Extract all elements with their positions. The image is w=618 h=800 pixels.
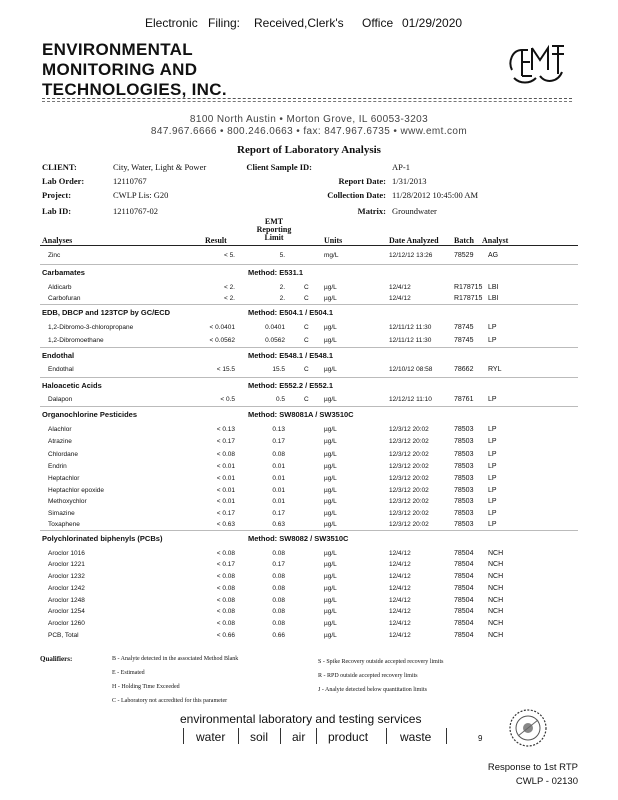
- group-name: Carbamates: [42, 268, 85, 277]
- analyte-name: Aldicarb: [48, 284, 72, 291]
- analyte-analyst: RYL: [488, 366, 502, 373]
- emt-logo-icon: [506, 40, 566, 86]
- analyte-units: µg/L: [324, 487, 337, 494]
- group-divider: [40, 406, 578, 407]
- table-row: [0, 510, 618, 521]
- analyte-group-header: [0, 534, 618, 546]
- col-analyses: Analyses: [42, 236, 73, 245]
- analyte-date: 12/4/12: [389, 620, 411, 627]
- table-row: [0, 597, 618, 608]
- analyte-date: 12/11/12 11:30: [389, 337, 432, 344]
- analyte-analyst: LBI: [488, 295, 499, 302]
- analyte-date: 12/3/12 20:02: [389, 438, 429, 445]
- analyte-units: µg/L: [324, 597, 337, 604]
- group-divider: [40, 304, 578, 305]
- table-row: [0, 632, 618, 643]
- analyte-batch: 78503: [454, 426, 474, 433]
- analyte-limit: 0.08: [272, 608, 285, 615]
- service-divider: [446, 728, 447, 744]
- analyte-name: Methoxychlor: [48, 498, 87, 505]
- analyte-analyst: NCH: [488, 620, 504, 627]
- analyte-result: < 0.08: [216, 620, 235, 627]
- report-title: Report of Laboratory Analysis: [237, 144, 381, 156]
- analyte-analyst: NCH: [488, 585, 504, 592]
- analyte-date: 12/3/12 20:02: [389, 498, 429, 505]
- analyte-batch: 78504: [454, 620, 474, 627]
- analyte-limit: 0.01: [272, 487, 285, 494]
- analyte-units: µg/L: [324, 510, 337, 517]
- lab-order-label: Lab Order:: [42, 176, 85, 186]
- analyte-batch: 78504: [454, 561, 474, 568]
- service-divider: [386, 728, 387, 744]
- company-address: 8100 North Austin • Morton Grove, IL 60053-3203: [189, 114, 429, 125]
- group-method: Method: E552.2 / E552.1: [248, 381, 334, 390]
- analyte-limit: 0.17: [272, 510, 285, 517]
- analyte-analyst: LP: [488, 510, 497, 517]
- lab-id-value: 12110767-02: [113, 206, 159, 216]
- table-row: [0, 324, 618, 335]
- project-label: Project:: [42, 190, 72, 200]
- analyte-batch: 78504: [454, 585, 474, 592]
- service-divider: [183, 728, 184, 744]
- group-name: Haloacetic Acids: [42, 381, 102, 390]
- sample-id-value: AP-1: [392, 162, 410, 172]
- analyte-name: Aroclor 1260: [48, 620, 85, 627]
- analyte-result: < 0.08: [216, 608, 235, 615]
- filing-date: 01/29/2020: [402, 16, 463, 30]
- filing-prefix: Electronic: [145, 16, 198, 30]
- matrix-label: Matrix:: [357, 206, 386, 216]
- lab-order-value: 12110767: [113, 176, 147, 186]
- analyte-units: µg/L: [324, 366, 337, 373]
- analyte-date: 12/4/12: [389, 608, 411, 615]
- analyte-batch: 78503: [454, 487, 474, 494]
- analyte-units: µg/L: [324, 451, 337, 458]
- company-contact: 847.967.6666 • 800.246.0663 • fax: 847.967.6735 • www.emt.com: [150, 126, 468, 137]
- analyte-units: µg/L: [324, 498, 337, 505]
- analyte-units: µg/L: [324, 438, 337, 445]
- analyte-date: 12/4/12: [389, 585, 411, 592]
- table-row: [0, 438, 618, 449]
- project-value: CWLP Lis: G20: [113, 190, 169, 200]
- analyte-units: µg/L: [324, 561, 337, 568]
- analyte-limit: 0.17: [272, 438, 285, 445]
- group-method: Method: E548.1 / E548.1: [248, 351, 334, 360]
- analyte-analyst: LP: [488, 498, 497, 505]
- sample-id-label: Client Sample ID:: [246, 162, 312, 172]
- table-row: [0, 463, 618, 474]
- analyte-result: < 0.08: [216, 597, 235, 604]
- table-row: [0, 451, 618, 462]
- table-row: [0, 487, 618, 498]
- analyte-group-header: [0, 308, 618, 320]
- analyte-limit: 0.17: [272, 561, 285, 568]
- analyte-units: µg/L: [324, 337, 337, 344]
- analyte-limit: 0.01: [272, 475, 285, 482]
- analyte-date: 12/3/12 20:02: [389, 426, 429, 433]
- analyte-limit: 0.0562: [265, 337, 285, 344]
- analyte-limit: 2.: [279, 284, 285, 291]
- analyte-result: < 0.13: [216, 426, 235, 433]
- filing-label: Filing:: [208, 16, 241, 30]
- analyte-date: 12/4/12: [389, 632, 411, 639]
- analyte-name: Simazine: [48, 510, 75, 517]
- analyte-result: < 2.: [223, 295, 235, 302]
- analyte-limit: 0.08: [272, 585, 285, 592]
- client-value: City, Water, Light & Power: [113, 162, 207, 172]
- page-number: 9: [478, 734, 483, 743]
- analyte-units: µg/L: [324, 463, 337, 470]
- analyte-batch: 78745: [454, 337, 474, 344]
- analyte-units: µg/L: [324, 585, 337, 592]
- analyte-result: < 0.0401: [209, 324, 235, 331]
- qualifier-c: C - Laboratory not accredited for this parameter: [112, 698, 228, 704]
- analyte-name: Dalapon: [48, 396, 73, 403]
- service-product: product: [328, 730, 369, 744]
- column-header-rule: [40, 245, 578, 246]
- analyte-limit: 0.63: [272, 521, 285, 528]
- col-analyst: Analyst: [482, 236, 509, 245]
- col-batch: Batch: [454, 236, 474, 245]
- group-method: Method: E531.1: [248, 268, 304, 277]
- company-name: [42, 40, 227, 100]
- analyte-batch: 78503: [454, 451, 474, 458]
- analyte-limit: 0.5: [275, 396, 285, 403]
- analyte-analyst: AG: [488, 252, 499, 259]
- analyte-result: < 0.01: [216, 498, 235, 505]
- group-divider: [40, 377, 578, 378]
- service-waste: waste: [400, 730, 432, 744]
- analyte-units: µg/L: [324, 284, 337, 291]
- analyte-name: Endothal: [48, 366, 74, 373]
- analyte-date: 12/4/12: [389, 573, 411, 580]
- group-divider: [40, 347, 578, 348]
- matrix-value: Groundwater: [392, 206, 437, 216]
- analyte-batch: 78529: [454, 252, 474, 259]
- group-divider: [40, 530, 578, 531]
- analyte-name: Aroclor 1232: [48, 573, 85, 580]
- table-row: [0, 498, 618, 509]
- analyte-qualifier: C: [304, 396, 309, 403]
- analyte-limit: 0.66: [272, 632, 285, 639]
- analyte-analyst: LP: [488, 438, 497, 445]
- analyte-qualifier: C: [304, 337, 309, 344]
- analyte-result: < 5.: [223, 252, 235, 259]
- analyte-date: 12/12/12 11:10: [389, 396, 432, 403]
- service-divider: [316, 728, 317, 744]
- group-method: Method: SW8081A / SW3510C: [248, 410, 354, 419]
- analyte-result: < 0.17: [216, 561, 235, 568]
- analyte-qualifier: C: [304, 324, 309, 331]
- analyte-units: µg/L: [324, 620, 337, 627]
- analyte-limit: 0.08: [272, 620, 285, 627]
- analyte-limit: 0.08: [272, 451, 285, 458]
- analyte-result: < 15.5: [216, 366, 235, 373]
- group-divider: [40, 264, 578, 265]
- analyte-batch: R178715: [454, 295, 483, 302]
- analyte-result: < 0.08: [216, 451, 235, 458]
- group-method: Method: SW8082 / SW3510C: [248, 534, 349, 543]
- analyte-units: µg/L: [324, 475, 337, 482]
- table-row: [0, 608, 618, 619]
- lab-id-label: Lab ID:: [42, 206, 72, 216]
- analyte-name: Toxaphene: [48, 521, 80, 528]
- analyte-name: Alachlor: [48, 426, 72, 433]
- table-row: [0, 426, 618, 437]
- analyte-date: 12/3/12 20:02: [389, 487, 429, 494]
- analyte-date: 12/3/12 20:02: [389, 451, 429, 458]
- table-row: [0, 284, 618, 295]
- header-rule: [42, 98, 572, 102]
- analyte-name: PCB, Total: [48, 632, 79, 639]
- collection-date-label: Collection Date:: [327, 190, 386, 200]
- analyte-name: Zinc: [48, 252, 61, 259]
- service-soil: soil: [250, 730, 269, 744]
- analyte-group-header: [0, 268, 618, 280]
- analyte-date: 12/4/12: [389, 561, 411, 568]
- analyte-result: < 2.: [223, 284, 235, 291]
- col-result: Result: [205, 236, 227, 245]
- analyte-result: < 0.01: [216, 487, 235, 494]
- analyte-date: 12/3/12 20:02: [389, 463, 429, 470]
- analyte-date: 12/3/12 20:02: [389, 521, 429, 528]
- analyte-date: 12/10/12 08:58: [389, 366, 433, 373]
- analyte-qualifier: C: [304, 366, 309, 373]
- analyte-name: Heptachlor epoxide: [48, 487, 105, 494]
- group-name: Organochlorine Pesticides: [42, 410, 138, 419]
- analyte-result: < 0.01: [216, 475, 235, 482]
- qualifier-e: E - Estimated: [112, 670, 145, 676]
- analyte-limit: 0.13: [272, 426, 285, 433]
- analyte-result: < 0.66: [216, 632, 235, 639]
- analyte-qualifier: C: [304, 295, 309, 302]
- col-units: Units: [324, 236, 343, 245]
- collection-date-value: 11/28/2012 10:45:00 AM: [392, 190, 479, 200]
- analyte-units: µg/L: [324, 521, 337, 528]
- analyte-date: 12/11/12 11:30: [389, 324, 432, 331]
- report-date-value: 1/31/2013: [392, 176, 427, 186]
- analyte-batch: 78745: [454, 324, 474, 331]
- analyte-units: µg/L: [324, 550, 337, 557]
- analyte-result: < 0.08: [216, 550, 235, 557]
- analyte-analyst: NCH: [488, 597, 504, 604]
- analyte-name: Aroclor 1016: [48, 550, 85, 557]
- analyte-limit: 15.5: [272, 366, 285, 373]
- analyte-batch: 78503: [454, 475, 474, 482]
- qualifier-r: R - RPD outside accepted recovery limits: [318, 673, 418, 679]
- analyte-result: < 0.17: [216, 510, 235, 517]
- analyte-units: µg/L: [324, 573, 337, 580]
- filing-office: Office: [362, 16, 394, 30]
- company-name-line3: TECHNOLOGIES, INC.: [42, 80, 227, 99]
- analyte-batch: 78504: [454, 632, 474, 639]
- table-row: [0, 561, 618, 572]
- analyte-units: µg/L: [324, 324, 337, 331]
- analyte-date: 12/12/12 13:26: [389, 252, 433, 259]
- analyte-group-header: [0, 410, 618, 422]
- analyte-name: Aroclor 1254: [48, 608, 85, 615]
- analyte-result: < 0.01: [216, 463, 235, 470]
- analyte-name: Endrin: [48, 463, 67, 470]
- analyte-name: 1,2-Dibromo-3-chloropropane: [48, 324, 134, 331]
- qualifiers-label: Qualifiers:: [40, 655, 73, 663]
- table-row: [0, 252, 618, 263]
- table-row: [0, 585, 618, 596]
- company-name-line2: MONITORING AND: [42, 60, 198, 79]
- analyte-limit: 0.0401: [265, 324, 285, 331]
- analyte-name: Aroclor 1248: [48, 597, 85, 604]
- analyte-qualifier: C: [304, 284, 309, 291]
- analyte-analyst: LP: [488, 324, 497, 331]
- analyte-group-header: [0, 381, 618, 393]
- analyte-analyst: NCH: [488, 550, 504, 557]
- table-row: [0, 573, 618, 584]
- analyte-name: Heptachlor: [48, 475, 80, 482]
- services-title: environmental laboratory and testing services: [180, 712, 422, 726]
- col-emt-limit: EMT Reporting Limit: [256, 217, 292, 242]
- group-name: Endothal: [42, 351, 75, 360]
- analyte-analyst: LP: [488, 426, 497, 433]
- qualifier-s: S - Spike Recovery outside accepted recovery limits: [318, 659, 444, 665]
- analyte-limit: 0.01: [272, 498, 285, 505]
- analyte-limit: 0.08: [272, 573, 285, 580]
- analyte-analyst: NCH: [488, 573, 504, 580]
- company-name-line1: ENVIRONMENTAL: [42, 40, 193, 59]
- analyte-name: 1,2-Dibromoethane: [48, 337, 104, 344]
- analyte-limit: 0.01: [272, 463, 285, 470]
- analyte-analyst: NCH: [488, 632, 504, 639]
- service-water: water: [196, 730, 226, 744]
- analyte-batch: 78504: [454, 597, 474, 604]
- analyte-result: < 0.17: [216, 438, 235, 445]
- analyte-result: < 0.63: [216, 521, 235, 528]
- analyte-result: < 0.5: [220, 396, 235, 403]
- accreditation-seal-icon: [508, 708, 548, 748]
- col-date-analyzed: Date Analyzed: [389, 236, 439, 245]
- table-row: [0, 550, 618, 561]
- qualifier-h: H - Holding Time Exceeded: [112, 684, 180, 690]
- analyte-result: < 0.08: [216, 585, 235, 592]
- client-label: CLIENT:: [42, 162, 77, 172]
- analyte-result: < 0.08: [216, 573, 235, 580]
- analyte-batch: 78504: [454, 550, 474, 557]
- analyte-name: Atrazine: [48, 438, 72, 445]
- table-row: [0, 620, 618, 631]
- response-label: Response to 1st RTP: [487, 762, 578, 773]
- qualifier-j: J - Analyte detected below quantitation limits: [318, 687, 427, 693]
- analyte-batch: 78503: [454, 498, 474, 505]
- service-divider: [280, 728, 281, 744]
- table-row: [0, 366, 618, 377]
- qualifier-b: B - Analyte detected in the associated Method Blank: [112, 656, 239, 662]
- analyte-batch: 78761: [454, 396, 474, 403]
- analyte-limit: 2.: [279, 295, 285, 302]
- analyte-analyst: LP: [488, 396, 497, 403]
- analyte-units: µg/L: [324, 426, 337, 433]
- analyte-date: 12/4/12: [389, 550, 411, 557]
- analyte-name: Chlordane: [48, 451, 78, 458]
- analyte-batch: R178715: [454, 284, 483, 291]
- analyte-name: Aroclor 1221: [48, 561, 85, 568]
- document-id: CWLP - 02130: [515, 776, 578, 787]
- analyte-date: 12/3/12 20:02: [389, 475, 429, 482]
- analyte-limit: 0.08: [272, 550, 285, 557]
- analyte-batch: 78503: [454, 521, 474, 528]
- analyte-analyst: NCH: [488, 608, 504, 615]
- analyte-analyst: LP: [488, 337, 497, 344]
- analyte-units: µg/L: [324, 632, 337, 639]
- analyte-batch: 78504: [454, 573, 474, 580]
- service-divider: [238, 728, 239, 744]
- report-date-label: Report Date:: [338, 176, 386, 186]
- analyte-batch: 78662: [454, 366, 474, 373]
- analyte-analyst: LP: [488, 475, 497, 482]
- analyte-limit: 5.: [279, 252, 285, 259]
- analyte-analyst: NCH: [488, 561, 504, 568]
- analyte-date: 12/4/12: [389, 295, 411, 302]
- group-name: Polychlorinated biphenyls (PCBs): [42, 534, 163, 543]
- analyte-analyst: LBI: [488, 284, 499, 291]
- analyte-limit: 0.08: [272, 597, 285, 604]
- service-air: air: [292, 730, 306, 744]
- analyte-analyst: LP: [488, 451, 497, 458]
- analyte-batch: 78504: [454, 608, 474, 615]
- analyte-units: mg/L: [324, 252, 339, 259]
- group-method: Method: E504.1 / E504.1: [248, 308, 334, 317]
- group-name: EDB, DBCP and 123TCP by GC/ECD: [42, 308, 171, 317]
- analyte-date: 12/3/12 20:02: [389, 510, 429, 517]
- analyte-name: Carbofuran: [48, 295, 81, 302]
- analyte-units: µg/L: [324, 608, 337, 615]
- analyte-batch: 78503: [454, 510, 474, 517]
- analyte-analyst: LP: [488, 487, 497, 494]
- analyte-units: µg/L: [324, 295, 337, 302]
- filing-received: Received,Clerk's: [254, 16, 344, 30]
- analyte-date: 12/4/12: [389, 597, 411, 604]
- analyte-name: Aroclor 1242: [48, 585, 85, 592]
- analyte-analyst: LP: [488, 521, 497, 528]
- analyte-analyst: LP: [488, 463, 497, 470]
- analyte-group-header: [0, 351, 618, 363]
- analyte-result: < 0.0562: [209, 337, 235, 344]
- analyte-batch: 78503: [454, 438, 474, 445]
- analyte-date: 12/4/12: [389, 284, 411, 291]
- analyte-batch: 78503: [454, 463, 474, 470]
- table-row: [0, 475, 618, 486]
- analyte-units: µg/L: [324, 396, 337, 403]
